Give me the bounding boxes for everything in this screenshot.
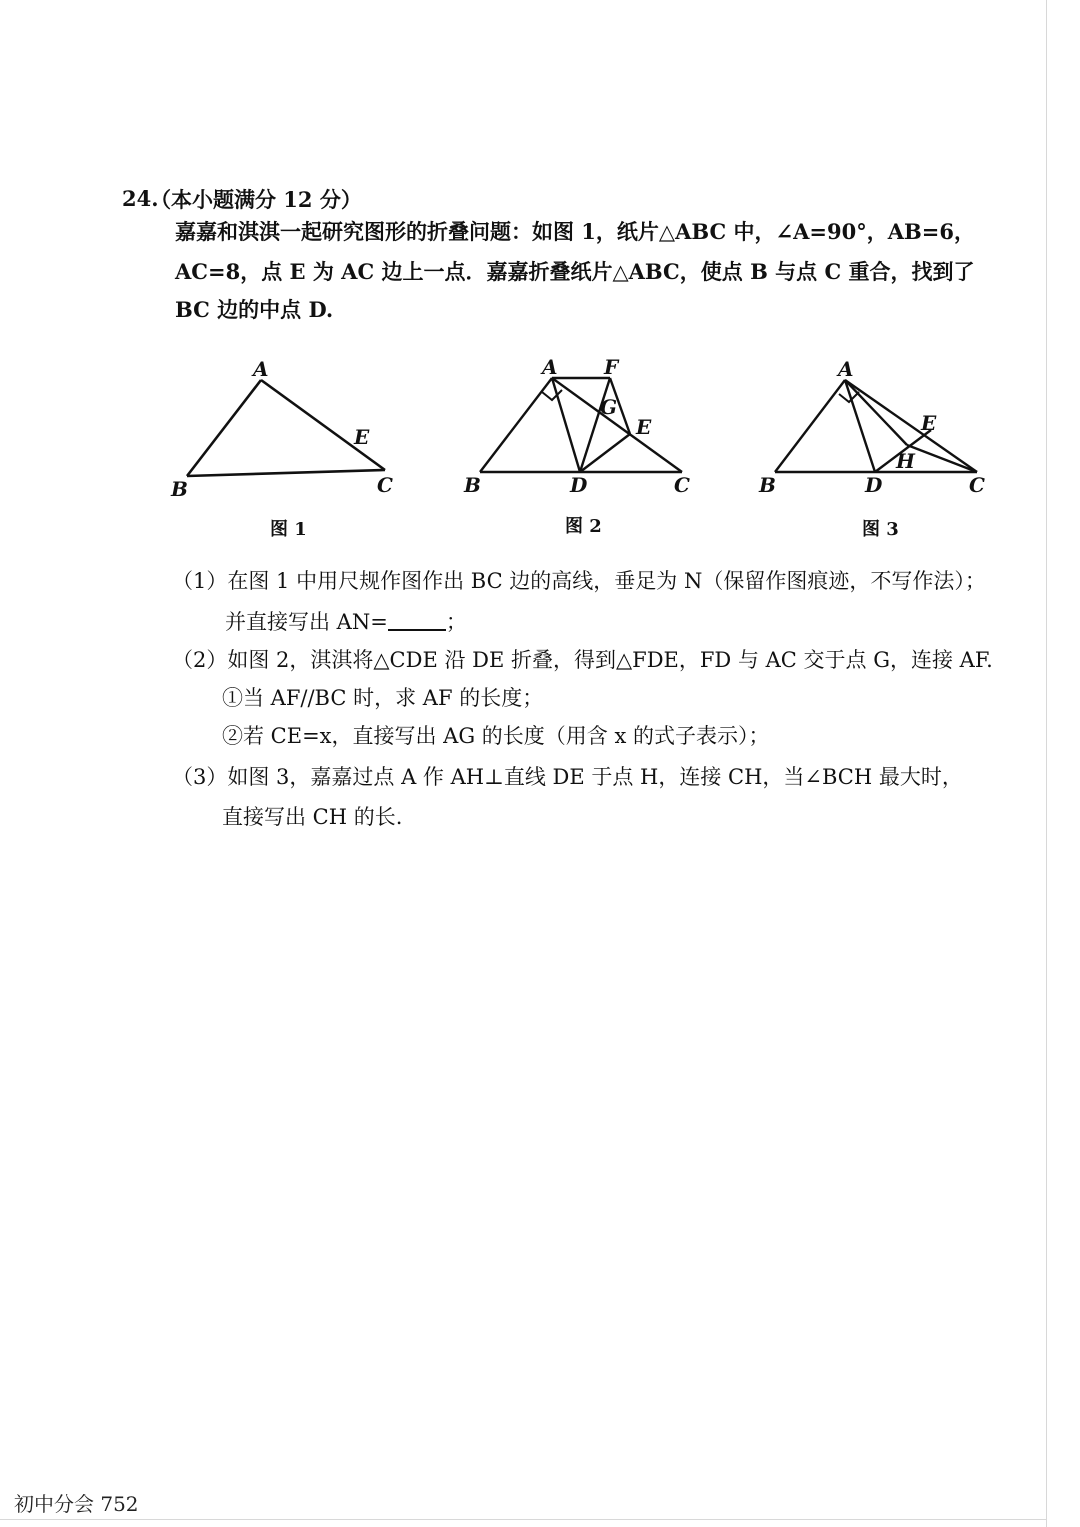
fig2-label-g: G xyxy=(600,395,618,419)
page-edge-bottom xyxy=(0,1519,1047,1520)
answer-blank xyxy=(388,609,446,631)
fig3-label-e: E xyxy=(921,411,937,435)
fig2-label-b: B xyxy=(464,473,481,497)
intro-line-3: BC 边的中点 D. xyxy=(175,297,334,322)
page-edge-right xyxy=(1046,0,1047,1527)
fig3-label-h: H xyxy=(896,449,915,473)
fig1-label-a: A xyxy=(253,357,269,381)
intro-line-2: AC=8，点 E 为 AC 边上一点．嘉嘉折叠纸片△ABC，使点 B 与点 C 重合，找到了 xyxy=(175,259,975,284)
fig2-side-ab xyxy=(480,378,552,472)
fig2-label-e: E xyxy=(636,415,652,439)
fig2-label-f: F xyxy=(604,355,619,379)
question-number: 24. xyxy=(122,186,159,211)
page-footer: 初中分会 752 xyxy=(14,1492,139,1516)
fig2-label-c: C xyxy=(674,473,690,497)
fig2-line-ad xyxy=(552,378,580,472)
part2-item-1: ①当 AF//BC 时，求 AF 的长度； xyxy=(222,686,544,710)
part3-line-1: （3）如图 3，嘉嘉过点 A 作 AH⊥直线 DE 于点 H，连接 CH，当∠BCH 最大时， xyxy=(172,765,963,789)
fig3-line-ad xyxy=(845,380,875,472)
fig2-label-a: A xyxy=(542,355,558,379)
fig1-label-e: E xyxy=(354,425,370,449)
fig3-side-ab xyxy=(775,380,845,472)
fig1-caption: 图 1 xyxy=(270,519,307,540)
fig1-label-b: B xyxy=(171,477,188,501)
fig2-side-ac xyxy=(552,378,682,472)
fig3-label-c: C xyxy=(969,473,985,497)
part2-item-2: ②若 CE=x，直接写出 AG 的长度（用含 x 的式子表示）； xyxy=(222,724,770,748)
fig1-side-bc xyxy=(187,470,385,476)
question-title: （本小题满分 12 分） xyxy=(150,187,362,212)
part1-line-1: （1）在图 1 中用尺规作图作出 BC 边的高线，垂足为 N（保留作图痕迹，不写作法）； xyxy=(172,569,986,593)
figure-2 xyxy=(460,350,705,510)
part1-an-prefix: 并直接写出 AN= xyxy=(225,610,388,634)
figure-1 xyxy=(165,350,405,510)
fig2-label-d: D xyxy=(570,473,588,497)
fig3-label-d: D xyxy=(865,473,883,497)
figure-3 xyxy=(755,350,1000,510)
fig3-label-b: B xyxy=(759,473,776,497)
fig1-label-c: C xyxy=(377,473,393,497)
part3-line-2: 直接写出 CH 的长. xyxy=(222,805,403,829)
part1-an-suffix: ； xyxy=(445,610,467,634)
part2-line-1: （2）如图 2，淇淇将△CDE 沿 DE 折叠，得到△FDE，FD 与 AC 交于点 G，连接 AF. xyxy=(172,648,993,672)
fig1-side-ab xyxy=(187,380,261,476)
fig3-line-ah xyxy=(845,380,907,445)
fig2-caption: 图 2 xyxy=(565,516,602,537)
fig2-line-de xyxy=(580,434,630,472)
part1-line-2 xyxy=(225,609,467,635)
intro-line-1: 嘉嘉和淇淇一起研究图形的折叠问题：如图 1，纸片△ABC 中，∠A=90°，AB=6， xyxy=(175,219,975,244)
fig2-line-fd xyxy=(580,378,610,472)
fig3-caption: 图 3 xyxy=(862,519,899,540)
fig3-label-a: A xyxy=(838,357,854,381)
